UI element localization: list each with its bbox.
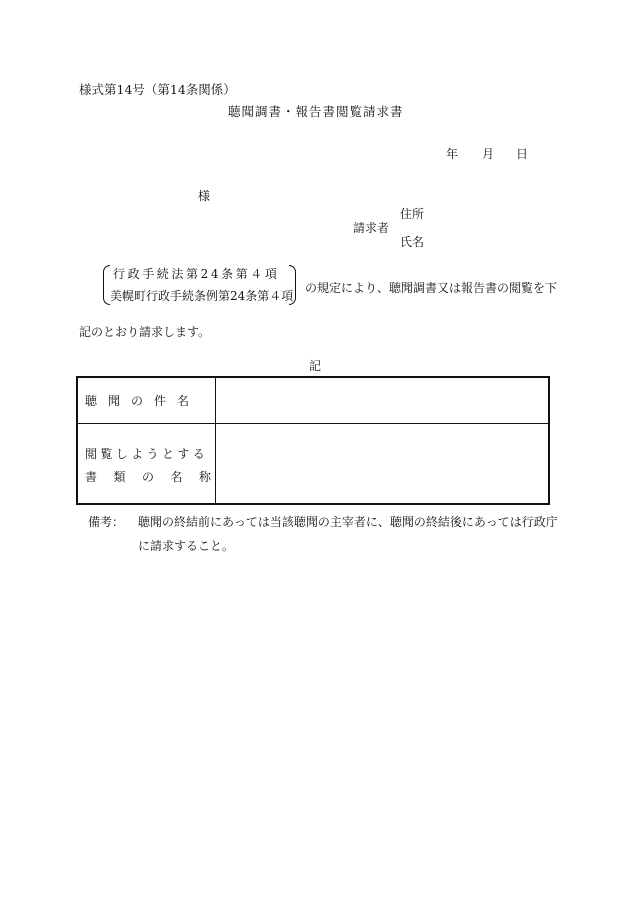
date-year-label: 年 bbox=[446, 147, 459, 161]
document-title: 聴聞調書・報告書閲覧請求書 bbox=[228, 104, 404, 119]
law-option-town-ordinance: 美幌町行政手続条例第24条第４項 bbox=[110, 289, 294, 303]
hearing-subject-label: 聴聞の件名 bbox=[85, 394, 201, 408]
document-name-label-line2: 書類の名称 bbox=[85, 470, 228, 484]
addressee-honorific: 様 bbox=[198, 189, 211, 203]
table-row-divider bbox=[78, 423, 548, 424]
ki-heading: 記 bbox=[309, 359, 322, 373]
date-day-label: 日 bbox=[516, 147, 529, 161]
requester-label: 請求者 bbox=[353, 221, 390, 235]
left-brace bbox=[103, 265, 110, 305]
date-month-label: 月 bbox=[482, 147, 495, 161]
provision-text: の規定により、聴聞調書又は報告書の閲覧を下 bbox=[305, 281, 558, 295]
form-number: 様式第14号（第14条関係） bbox=[79, 82, 236, 97]
remarks-label: 備考： bbox=[88, 515, 125, 529]
remarks-text-line2: に請求すること。 bbox=[138, 539, 235, 553]
table-column-divider bbox=[215, 378, 216, 503]
name-label: 氏名 bbox=[400, 235, 425, 249]
address-label: 住所 bbox=[400, 207, 425, 221]
provision-text-continuation: 記のとおり請求します。 bbox=[79, 325, 211, 339]
law-option-administrative-procedure-act: 行政手続法第24条第４項 bbox=[113, 267, 280, 281]
document-name-label-line1: 閲覧しようとする bbox=[85, 447, 209, 461]
remarks-text-line1: 聴聞の終結前にあっては当該聴聞の主宰者に、聴聞の終結後にあっては行政庁 bbox=[138, 515, 558, 529]
